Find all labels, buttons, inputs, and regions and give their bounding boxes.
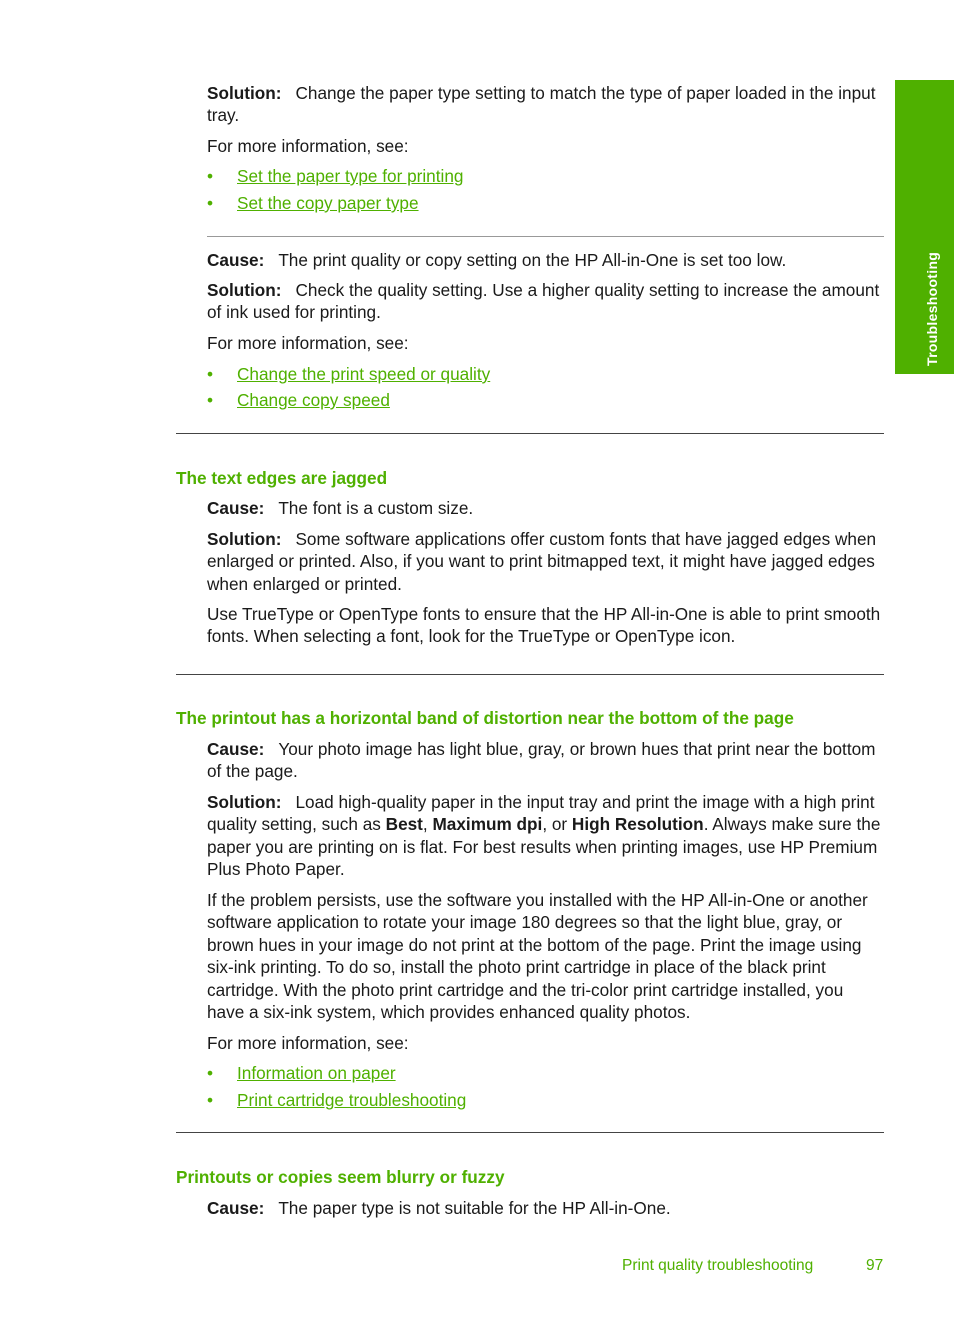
footer-section-title: Print quality troubleshooting — [622, 1257, 814, 1274]
cause-custom-font: Cause: The font is a custom size. — [207, 498, 474, 518]
link-change-print-speed[interactable]: Change the print speed or quality — [237, 364, 491, 384]
list-item — [207, 192, 419, 214]
list-item — [207, 165, 463, 187]
side-tab-label: Troubleshooting — [924, 251, 940, 366]
section-heading-band: The printout has a horizontal band of distortion near the bottom of the page — [176, 708, 794, 728]
link-change-copy-speed[interactable]: Change copy speed — [237, 390, 390, 410]
more-info-label: For more information, see: — [207, 1033, 409, 1053]
section-heading-blurry: Printouts or copies seem blurry or fuzzy — [176, 1167, 505, 1187]
truetype-note: Use TrueType or OpenType fonts to ensure that the HP All-in-One is able to print smooth fonts. When selecting a font, look for the TrueType or OpenType icon. — [207, 604, 881, 647]
section-divider — [176, 433, 884, 434]
cause-light-hues: Cause: Your photo image has light blue, gray, or brown hues that print near the bottom of the page. — [207, 739, 876, 782]
section-heading-jagged: The text edges are jagged — [176, 468, 388, 488]
solution-band: Solution: Load high-quality paper in the input tray and print the image with a high print quality setting, such as Best, Maximum dpi, or High Resolution. Always make sure the paper you are printing on is flat. For best results when printing images, use HP Premium Plus Photo Paper. — [207, 792, 881, 880]
solution-quality: Solution: Check the quality setting. Use a higher quality setting to increase the amount of ink used for printing. — [207, 280, 880, 323]
problem-persists-text: If the problem persists, use the software you installed with the HP All-in-One or another software application to rotate your image 180 degrees so that the light blue, gray, or brown hues in your image do not print at the bottom of the page. Print the image using six-ink printing. To do so, install the photo print cartridge in place of the black print cartridge. With the photo print cartridge and the tri-color print cartridge installed, you have a six-ink system, which provides enhanced quality photos. — [207, 890, 868, 1023]
more-info-label: For more information, see: — [207, 333, 409, 353]
solution-paper-type: Solution: Change the paper type setting to match the type of paper loaded in the input tray. — [207, 83, 876, 126]
cause-quality-low: Cause: The print quality or copy setting on the HP All-in-One is set too low. — [207, 250, 787, 270]
cause-paper-unsuitable: Cause: The paper type is not suitable for the HP All-in-One. — [207, 1198, 671, 1218]
section-divider — [176, 674, 884, 675]
link-information-on-paper[interactable]: Information on paper — [237, 1063, 396, 1083]
link-cartridge-troubleshooting[interactable]: Print cartridge troubleshooting — [237, 1090, 467, 1110]
bullet-icon: • — [207, 390, 214, 410]
list-item — [207, 1089, 466, 1111]
bullet-icon: • — [207, 193, 214, 213]
link-set-copy-paper-type[interactable]: Set the copy paper type — [237, 193, 419, 213]
divider — [207, 236, 884, 237]
side-tab — [895, 80, 954, 374]
bullet-icon: • — [207, 1063, 214, 1083]
solution-jagged: Solution: Some software applications offer custom fonts that have jagged edges when enlarged or printed. Also, if you want to print bitmapped text, it might have jagged edges when enlarged or printed. — [207, 529, 877, 594]
page-number: 97 — [866, 1257, 884, 1274]
more-info-label: For more information, see: — [207, 136, 409, 156]
bullet-icon: • — [207, 364, 214, 384]
bullet-icon: • — [207, 166, 214, 186]
link-set-paper-type-printing[interactable]: Set the paper type for printing — [237, 166, 464, 186]
list-item — [207, 363, 490, 385]
list-item — [207, 1062, 396, 1084]
bullet-icon: • — [207, 1090, 214, 1110]
section-divider — [176, 1132, 884, 1133]
list-item — [207, 389, 390, 411]
